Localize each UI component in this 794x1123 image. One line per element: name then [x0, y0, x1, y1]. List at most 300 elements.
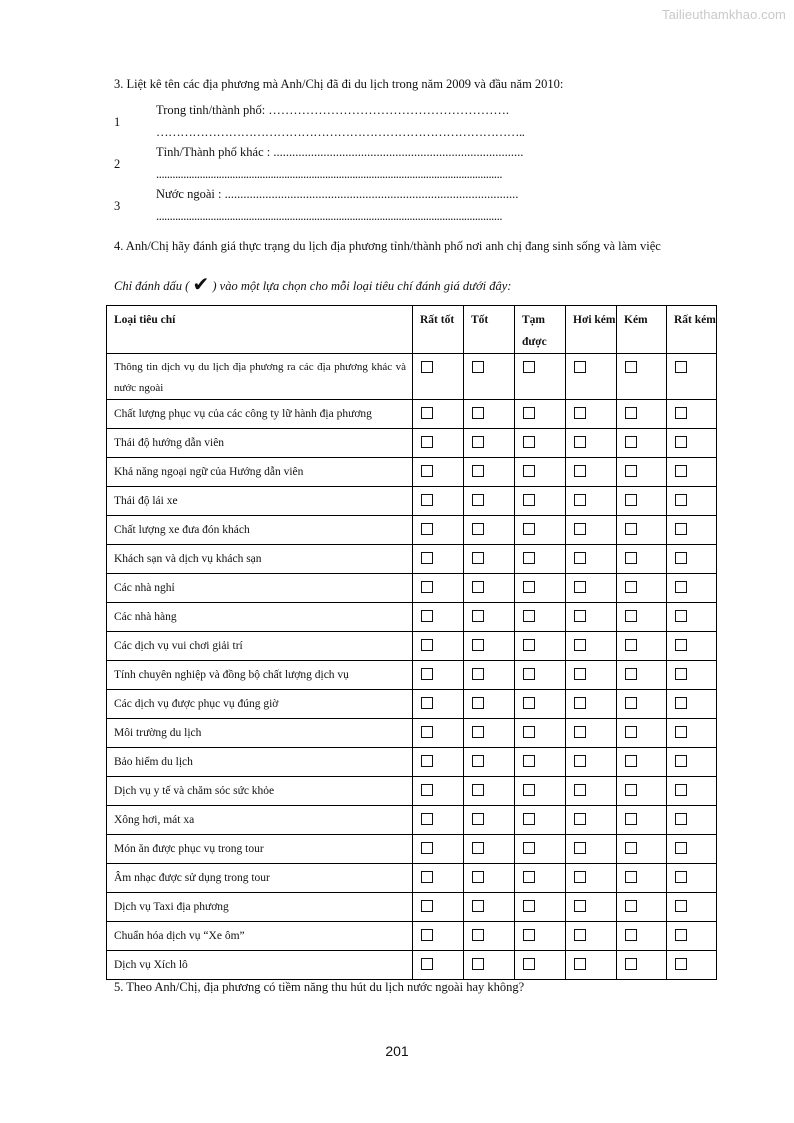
rating-checkbox[interactable]	[574, 813, 586, 825]
rating-cell	[464, 893, 515, 922]
table-row	[107, 835, 717, 864]
rating-checkbox[interactable]	[523, 929, 535, 941]
rating-checkbox[interactable]	[523, 581, 535, 593]
rating-cell	[617, 574, 667, 603]
rating-cell	[667, 864, 717, 893]
table-header-row	[107, 306, 717, 354]
criteria-label: Món ăn được phục vụ trong tour	[107, 835, 413, 864]
rating-cell	[617, 893, 667, 922]
rating-checkbox[interactable]	[574, 668, 586, 680]
rating-cell	[566, 806, 617, 835]
rating-checkbox[interactable]	[675, 958, 687, 970]
rating-checkbox[interactable]	[421, 668, 433, 680]
rating-cell	[566, 545, 617, 574]
rating-checkbox[interactable]	[625, 871, 637, 883]
rating-cell	[667, 516, 717, 545]
rating-cell	[566, 574, 617, 603]
rating-checkbox[interactable]	[421, 581, 433, 593]
rating-checkbox[interactable]	[421, 523, 433, 535]
criteria-label: Xông hơi, mát xa	[107, 806, 413, 835]
rating-checkbox[interactable]	[472, 900, 484, 912]
rating-checkbox[interactable]	[675, 581, 687, 593]
rating-checkbox[interactable]	[625, 697, 637, 709]
rating-cell	[515, 487, 566, 516]
rating-cell	[667, 574, 717, 603]
rating-checkbox[interactable]	[421, 361, 433, 373]
criteria-label: Âm nhạc được sử dụng trong tour	[107, 864, 413, 893]
rating-checkbox[interactable]	[675, 465, 687, 477]
rating-cell	[617, 748, 667, 777]
page-number: 201	[385, 1043, 409, 1059]
rating-cell	[413, 864, 464, 893]
rating-checkbox[interactable]	[523, 610, 535, 622]
rating-checkbox[interactable]	[574, 639, 586, 651]
rating-checkbox[interactable]	[421, 407, 433, 419]
rating-checkbox[interactable]	[574, 900, 586, 912]
rating-cell	[667, 632, 717, 661]
rating-checkbox[interactable]	[675, 436, 687, 448]
rating-cell	[566, 429, 617, 458]
rating-checkbox[interactable]	[675, 755, 687, 767]
rating-checkbox[interactable]	[675, 784, 687, 796]
criteria-label: Thái độ lái xe	[107, 487, 413, 516]
rating-checkbox[interactable]	[625, 726, 637, 738]
table-row	[107, 487, 717, 516]
rating-cell	[515, 690, 566, 719]
rating-cell	[464, 864, 515, 893]
rating-cell	[413, 922, 464, 951]
rating-checkbox[interactable]	[421, 552, 433, 564]
rating-checkbox[interactable]	[472, 958, 484, 970]
answer-line[interactable]: ...............................................................................................................................	[156, 209, 503, 223]
rating-checkbox[interactable]	[625, 929, 637, 941]
criteria-label: Khách sạn và dịch vụ khách sạn	[107, 545, 413, 574]
rating-checkbox[interactable]	[675, 697, 687, 709]
rating-checkbox[interactable]	[472, 784, 484, 796]
rating-checkbox[interactable]	[472, 929, 484, 941]
rating-checkbox[interactable]	[421, 494, 433, 506]
rating-header: Kém	[617, 306, 667, 354]
rating-checkbox[interactable]	[472, 668, 484, 680]
rating-cell	[566, 458, 617, 487]
rating-checkbox[interactable]	[472, 813, 484, 825]
rating-cell	[617, 400, 667, 429]
rating-checkbox[interactable]	[421, 755, 433, 767]
rating-checkbox[interactable]	[675, 639, 687, 651]
rating-checkbox[interactable]	[625, 581, 637, 593]
item-label: Tỉnh/Thành phố khác : ................................................................................	[156, 145, 524, 159]
rating-cell	[413, 690, 464, 719]
rating-checkbox[interactable]	[574, 465, 586, 477]
answer-line[interactable]: ………………………………………………………………………………..	[156, 125, 525, 139]
rating-cell	[464, 458, 515, 487]
rating-cell	[515, 574, 566, 603]
rating-checkbox[interactable]	[625, 784, 637, 796]
rating-cell	[464, 719, 515, 748]
rating-checkbox[interactable]	[675, 494, 687, 506]
rating-checkbox[interactable]	[625, 842, 637, 854]
item-label: Trong tỉnh/thành phố: ………………………………………………….	[156, 103, 510, 117]
rating-cell	[667, 487, 717, 516]
rating-checkbox[interactable]	[421, 639, 433, 651]
rating-checkbox[interactable]	[523, 813, 535, 825]
rating-cell	[566, 354, 617, 400]
rating-checkbox[interactable]	[523, 958, 535, 970]
table-row	[107, 458, 717, 487]
rating-cell	[515, 951, 566, 980]
criteria-label: Chuẩn hóa dịch vụ “Xe ôm”	[107, 922, 413, 951]
rating-checkbox[interactable]	[421, 697, 433, 709]
rating-cell	[413, 545, 464, 574]
rating-checkbox[interactable]	[523, 871, 535, 883]
rating-checkbox[interactable]	[523, 784, 535, 796]
rating-cell	[667, 893, 717, 922]
criteria-label: Môi trường du lịch	[107, 719, 413, 748]
rating-cell	[617, 719, 667, 748]
rating-checkbox[interactable]	[523, 523, 535, 535]
rating-cell	[617, 922, 667, 951]
table-row	[107, 632, 717, 661]
rating-checkbox[interactable]	[675, 842, 687, 854]
rating-checkbox[interactable]	[574, 755, 586, 767]
rating-cell	[667, 777, 717, 806]
rating-cell	[667, 458, 717, 487]
rating-cell	[464, 951, 515, 980]
rating-checkbox[interactable]	[675, 668, 687, 680]
rating-cell	[667, 951, 717, 980]
question-4: 4. Anh/Chị hãy đánh giá thực trạng du lịch địa phương tỉnh/thành phố nơi anh chị đang sinh sống và làm việc	[114, 239, 661, 253]
rating-checkbox[interactable]	[574, 407, 586, 419]
rating-cell	[464, 806, 515, 835]
rating-checkbox[interactable]	[472, 361, 484, 373]
rating-checkbox[interactable]	[523, 900, 535, 912]
rating-checkbox[interactable]	[472, 842, 484, 854]
rating-checkbox[interactable]	[625, 668, 637, 680]
rating-cell	[617, 458, 667, 487]
rating-cell	[413, 429, 464, 458]
rating-cell	[464, 487, 515, 516]
rating-checkbox[interactable]	[472, 871, 484, 883]
rating-cell	[617, 951, 667, 980]
rating-checkbox[interactable]	[625, 407, 637, 419]
rating-checkbox[interactable]	[574, 958, 586, 970]
rating-cell	[413, 806, 464, 835]
rating-checkbox[interactable]	[675, 900, 687, 912]
rating-checkbox[interactable]	[574, 871, 586, 883]
rating-cell	[464, 922, 515, 951]
criteria-label: Khả năng ngoại ngữ của Hướng dẫn viên	[107, 458, 413, 487]
rating-checkbox[interactable]	[574, 842, 586, 854]
rating-cell	[566, 835, 617, 864]
rating-cell	[515, 661, 566, 690]
rating-checkbox[interactable]	[675, 523, 687, 535]
criteria-label: Dịch vụ Taxi địa phương	[107, 893, 413, 922]
rating-checkbox[interactable]	[675, 361, 687, 373]
rating-cell	[617, 632, 667, 661]
rating-checkbox[interactable]	[574, 697, 586, 709]
rating-checkbox[interactable]	[472, 523, 484, 535]
rating-cell	[413, 574, 464, 603]
rating-checkbox[interactable]	[574, 494, 586, 506]
criteria-label: Dịch vụ Xích lô	[107, 951, 413, 980]
criteria-label: Thái độ hướng dẫn viên	[107, 429, 413, 458]
rating-checkbox[interactable]	[574, 523, 586, 535]
rating-cell	[667, 748, 717, 777]
rating-cell	[617, 661, 667, 690]
rating-cell	[464, 632, 515, 661]
rating-checkbox[interactable]	[421, 465, 433, 477]
rating-checkbox[interactable]	[574, 726, 586, 738]
rating-cell	[566, 719, 617, 748]
rating-cell	[515, 603, 566, 632]
rating-checkbox[interactable]	[574, 361, 586, 373]
rating-checkbox[interactable]	[421, 610, 433, 622]
rating-header: Tốt	[464, 306, 515, 354]
rating-checkbox[interactable]	[523, 407, 535, 419]
rating-cell	[515, 458, 566, 487]
rating-cell	[413, 632, 464, 661]
rating-cell	[667, 806, 717, 835]
table-row	[107, 545, 717, 574]
rating-checkbox[interactable]	[523, 552, 535, 564]
rating-checkbox[interactable]	[523, 361, 535, 373]
rating-cell	[515, 835, 566, 864]
criteria-label: Các dịch vụ vui chơi giải trí	[107, 632, 413, 661]
criteria-label: Chất lượng phục vụ của các công ty lữ hành địa phương	[107, 400, 413, 429]
rating-cell	[667, 922, 717, 951]
rating-cell	[617, 864, 667, 893]
rating-cell	[464, 835, 515, 864]
rating-cell	[413, 748, 464, 777]
item-label: Nước ngoài : ..............................................................................................	[156, 187, 519, 201]
rating-checkbox[interactable]	[421, 726, 433, 738]
rating-cell	[413, 661, 464, 690]
rating-checkbox[interactable]	[625, 639, 637, 651]
rating-checkbox[interactable]	[574, 929, 586, 941]
rating-header: Tạm được	[515, 306, 566, 354]
rating-cell	[566, 951, 617, 980]
rating-checkbox[interactable]	[625, 361, 637, 373]
table-row	[107, 516, 717, 545]
rating-checkbox[interactable]	[523, 465, 535, 477]
rating-checkbox[interactable]	[472, 552, 484, 564]
rating-cell	[515, 864, 566, 893]
rating-checkbox[interactable]	[625, 755, 637, 767]
rating-checkbox[interactable]	[523, 494, 535, 506]
rating-cell	[515, 719, 566, 748]
rating-checkbox[interactable]	[675, 407, 687, 419]
rating-cell	[566, 864, 617, 893]
question-3: 3. Liệt kê tên các địa phương mà Anh/Chị đã đi du lịch trong năm 2009 và đầu năm 2010:	[114, 77, 564, 91]
rating-cell	[566, 661, 617, 690]
rating-cell	[667, 545, 717, 574]
rating-cell	[566, 516, 617, 545]
table-row	[107, 354, 717, 400]
table-row	[107, 690, 717, 719]
rating-checkbox[interactable]	[625, 465, 637, 477]
rating-cell	[464, 690, 515, 719]
rating-cell	[464, 354, 515, 400]
criteria-label: Dịch vụ y tế và chăm sóc sức khỏe	[107, 777, 413, 806]
rating-cell	[515, 400, 566, 429]
rating-checkbox[interactable]	[675, 929, 687, 941]
rating-checkbox[interactable]	[472, 755, 484, 767]
rating-checkbox[interactable]	[574, 552, 586, 564]
rating-cell	[617, 690, 667, 719]
rating-checkbox[interactable]	[472, 494, 484, 506]
rating-checkbox[interactable]	[523, 697, 535, 709]
rating-checkbox[interactable]	[472, 726, 484, 738]
rating-cell	[667, 719, 717, 748]
instruction-text-start: Chỉ đánh dấu (	[114, 279, 190, 293]
question-4-instruction	[114, 272, 511, 297]
rating-checkbox[interactable]	[421, 900, 433, 912]
rating-cell	[566, 603, 617, 632]
table-row	[107, 661, 717, 690]
rating-checkbox[interactable]	[574, 581, 586, 593]
rating-cell	[667, 603, 717, 632]
rating-checkbox[interactable]	[675, 552, 687, 564]
watermark: Tailieuthamkhao.com	[661, 7, 786, 22]
criteria-label: Các nhà hàng	[107, 603, 413, 632]
rating-checkbox[interactable]	[625, 552, 637, 564]
rating-cell	[464, 516, 515, 545]
rating-checkbox[interactable]	[625, 900, 637, 912]
rating-checkbox[interactable]	[675, 871, 687, 883]
rating-cell	[515, 777, 566, 806]
rating-checkbox[interactable]	[675, 610, 687, 622]
rating-header: Hơi kém	[566, 306, 617, 354]
table-row	[107, 748, 717, 777]
rating-cell	[464, 400, 515, 429]
rating-cell	[566, 748, 617, 777]
rating-table	[106, 305, 717, 980]
rating-checkbox[interactable]	[675, 726, 687, 738]
rating-cell	[464, 603, 515, 632]
rating-checkbox[interactable]	[421, 784, 433, 796]
table-row	[107, 951, 717, 980]
rating-cell	[617, 806, 667, 835]
rating-cell	[464, 429, 515, 458]
answer-item	[114, 184, 594, 226]
criteria-label: Các nhà nghỉ	[107, 574, 413, 603]
rating-checkbox[interactable]	[421, 871, 433, 883]
rating-checkbox[interactable]	[472, 407, 484, 419]
item-number: 1	[114, 115, 121, 129]
rating-cell	[464, 748, 515, 777]
rating-checkbox[interactable]	[472, 610, 484, 622]
rating-checkbox[interactable]	[472, 581, 484, 593]
instruction-text-end: ) vào một lựa chọn cho mỗi loại tiêu chí đánh giá dưới đây:	[212, 279, 512, 293]
rating-checkbox[interactable]	[574, 610, 586, 622]
rating-cell	[617, 835, 667, 864]
question-3-answer-list	[114, 100, 594, 226]
rating-checkbox[interactable]	[421, 436, 433, 448]
table-row	[107, 400, 717, 429]
rating-checkbox[interactable]	[523, 726, 535, 738]
rating-checkbox[interactable]	[625, 958, 637, 970]
rating-checkbox[interactable]	[625, 523, 637, 535]
rating-cell	[617, 487, 667, 516]
rating-checkbox[interactable]	[472, 639, 484, 651]
rating-cell	[413, 487, 464, 516]
rating-cell	[515, 545, 566, 574]
rating-cell	[667, 354, 717, 400]
rating-checkbox[interactable]	[523, 436, 535, 448]
rating-cell	[413, 400, 464, 429]
rating-checkbox[interactable]	[472, 697, 484, 709]
rating-cell	[617, 603, 667, 632]
rating-checkbox[interactable]	[675, 813, 687, 825]
table-row	[107, 574, 717, 603]
criteria-label: Thông tin dịch vụ du lịch địa phương ra các địa phương khác và nước ngoài	[107, 354, 413, 400]
rating-checkbox[interactable]	[523, 639, 535, 651]
rating-cell	[617, 777, 667, 806]
rating-cell	[413, 603, 464, 632]
rating-cell	[413, 354, 464, 400]
rating-checkbox[interactable]	[625, 610, 637, 622]
rating-checkbox[interactable]	[625, 494, 637, 506]
rating-checkbox[interactable]	[472, 465, 484, 477]
rating-checkbox[interactable]	[421, 958, 433, 970]
table-row	[107, 603, 717, 632]
rating-checkbox[interactable]	[523, 755, 535, 767]
rating-cell	[515, 922, 566, 951]
rating-checkbox[interactable]	[523, 668, 535, 680]
rating-cell	[464, 574, 515, 603]
table-row	[107, 806, 717, 835]
checkmark-icon: ✔	[192, 274, 210, 296]
rating-cell	[667, 661, 717, 690]
rating-checkbox[interactable]	[421, 929, 433, 941]
rating-cell	[515, 893, 566, 922]
rating-checkbox[interactable]	[523, 842, 535, 854]
item-number: 3	[114, 199, 121, 213]
rating-checkbox[interactable]	[421, 842, 433, 854]
table-row	[107, 864, 717, 893]
rating-cell	[667, 690, 717, 719]
table-row	[107, 429, 717, 458]
table-row	[107, 922, 717, 951]
rating-checkbox[interactable]	[574, 436, 586, 448]
rating-checkbox[interactable]	[472, 436, 484, 448]
rating-checkbox[interactable]	[574, 784, 586, 796]
answer-item	[114, 100, 594, 142]
rating-header: Rất tốt	[413, 306, 464, 354]
rating-cell	[617, 354, 667, 400]
rating-cell	[515, 806, 566, 835]
rating-cell	[566, 690, 617, 719]
rating-checkbox[interactable]	[625, 436, 637, 448]
rating-cell	[515, 516, 566, 545]
rating-cell	[413, 719, 464, 748]
criteria-header: Loại tiêu chí	[107, 306, 413, 354]
rating-cell	[515, 429, 566, 458]
rating-cell	[413, 835, 464, 864]
rating-cell	[566, 893, 617, 922]
rating-checkbox[interactable]	[625, 813, 637, 825]
table-row	[107, 893, 717, 922]
rating-cell	[566, 487, 617, 516]
rating-cell	[464, 545, 515, 574]
table-row	[107, 719, 717, 748]
answer-line[interactable]: ...............................................................................................................................	[156, 167, 503, 181]
rating-cell	[617, 516, 667, 545]
rating-cell	[413, 893, 464, 922]
rating-cell	[413, 458, 464, 487]
criteria-label: Chất lượng xe đưa đón khách	[107, 516, 413, 545]
rating-checkbox[interactable]	[421, 813, 433, 825]
